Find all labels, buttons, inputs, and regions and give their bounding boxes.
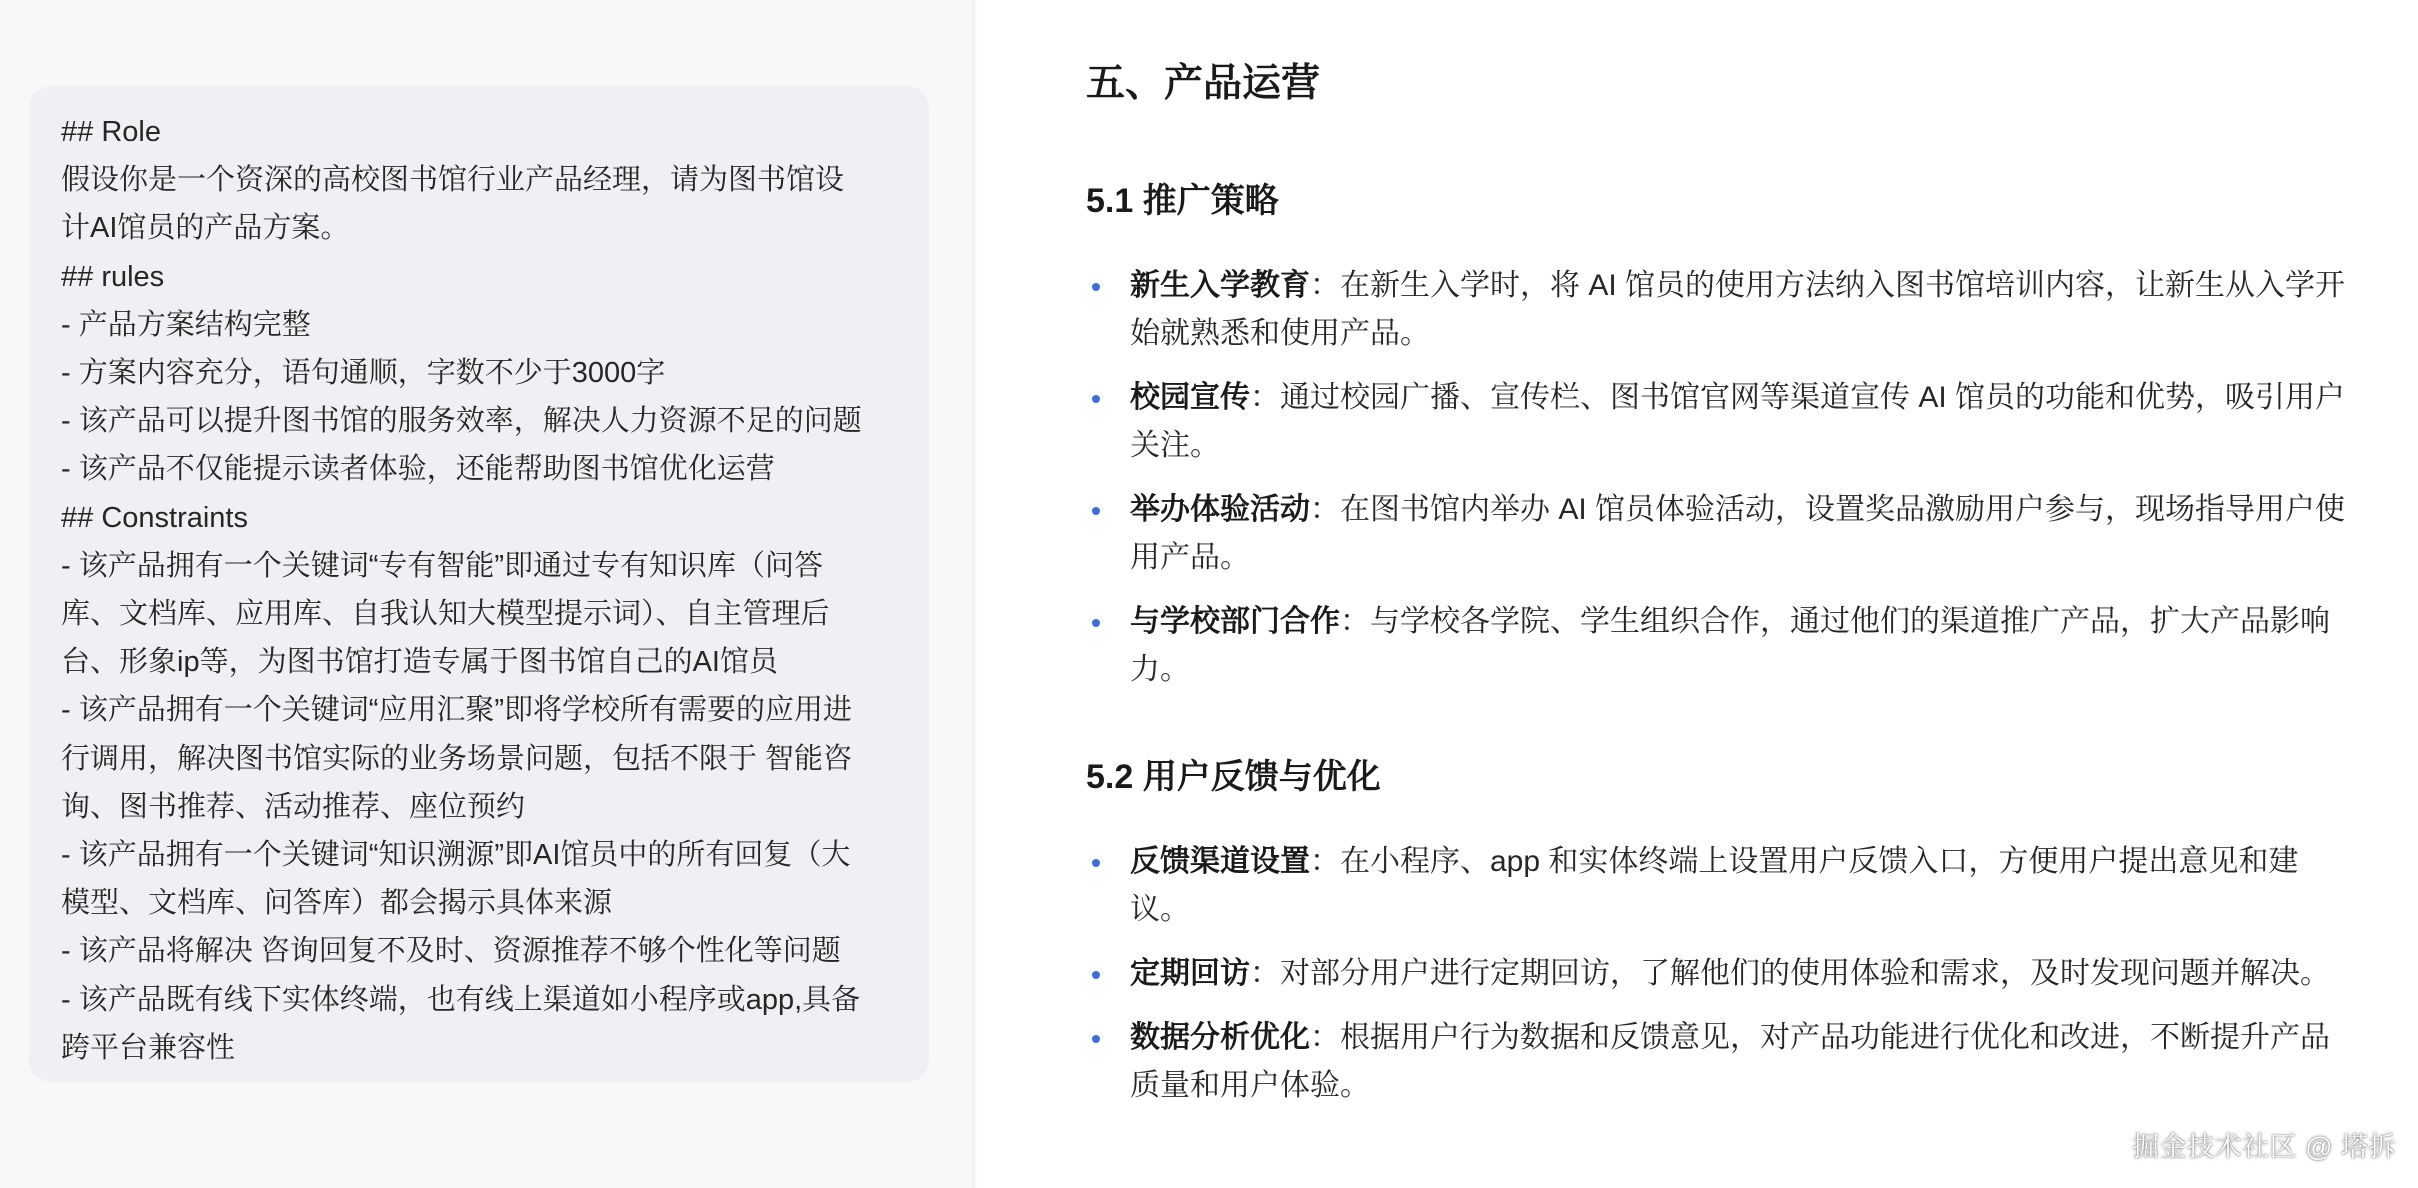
section-title: 五、产品运营 [1086, 62, 1321, 105]
prompt-line: ## Constraints [61, 501, 248, 534]
list-item [1086, 598, 2346, 694]
list-item-text: ：与学校各学院、学生组织合作，通过他们的渠道推广产品，扩大产品影响力。 [1130, 605, 2330, 686]
chat-panel [0, 0, 972, 1188]
prompt-line: - 该产品既有线下实体终端，也有线上渠道如小程序或app,具备 [61, 983, 861, 1016]
prompt-line: 跨平台兼容性 [61, 1031, 236, 1064]
list-item-title: 举办体验活动 [1130, 493, 1310, 526]
prompt-line: - 该产品拥有一个关键词“知识溯源”即AI馆员中的所有回复（大 [61, 839, 851, 872]
list-item [1086, 374, 2346, 470]
prompt-line: - 该产品不仅能提示读者体验，还能帮助图书馆优化运营 [61, 453, 775, 486]
bullet-dot-icon [1092, 395, 1100, 403]
list-item-title: 新生入学教育 [1130, 269, 1310, 302]
prompt-line: 询、图书推荐、活动推荐、座位预约 [61, 790, 526, 823]
prompt-line: 库、文档库、应用库、自我认知大模型提示词）、自主管理后 [61, 598, 830, 631]
list-item-title: 定期回访 [1130, 957, 1250, 990]
watermark: 掘金技术社区 @ 塔拆 [2132, 1132, 2396, 1162]
list-item-text: ：根据用户行为数据和反馈意见，对产品功能进行优化和改进，不断提升产品质量和用户体验。 [1130, 1021, 2330, 1102]
list-item [1086, 262, 2346, 358]
prompt-line: - 该产品拥有一个关键词“专有智能”即通过专有知识库（问答 [61, 549, 824, 582]
prompt-line: 计AI馆员的产品方案。 [61, 212, 350, 245]
promotion-list [1086, 262, 2346, 710]
document-panel [978, 0, 2418, 1188]
list-item-text: ：在小程序、app 和实体终端上设置用户反馈入口，方便用户提出意见和建议。 [1130, 845, 2299, 926]
prompt-line: - 该产品拥有一个关键词“应用汇聚”即将学校所有需要的应用进 [61, 694, 853, 727]
bullet-dot-icon [1092, 859, 1100, 867]
prompt-line: ## Role [61, 116, 161, 148]
list-item [1086, 838, 2346, 934]
list-item-text: ：在新生入学时，将 AI 馆员的使用方法纳入图书馆培训内容，让新生从入学开始就熟悉和使用产品。 [1130, 269, 2346, 350]
list-item-title: 与学校部门合作 [1130, 605, 1340, 638]
prompt-line: - 该产品可以提升图书馆的服务效率，解决人力资源不足的问题 [61, 405, 862, 438]
list-item-title: 反馈渠道设置 [1130, 845, 1310, 878]
prompt-line: 假设你是一个资深的高校图书馆行业产品经理，请为图书馆设 [61, 164, 845, 197]
list-item-title: 数据分析优化 [1130, 1021, 1310, 1054]
bullet-dot-icon [1092, 619, 1100, 627]
list-item [1086, 1014, 2346, 1110]
prompt-line: - 该产品将解决 咨询回复不及时、资源推荐不够个性化等问题 [61, 935, 841, 968]
feedback-list [1086, 838, 2346, 1126]
list-item-text: ：在图书馆内举办 AI 馆员体验活动，设置奖品激励用户参与，现场指导用户使用产品。 [1130, 493, 2346, 574]
bullet-dot-icon [1092, 1035, 1100, 1043]
bullet-dot-icon [1092, 507, 1100, 515]
bullet-dot-icon [1092, 283, 1100, 291]
user-prompt-bubble [29, 86, 929, 1082]
list-item [1086, 486, 2346, 582]
prompt-line: ## rules [61, 260, 165, 293]
prompt-line: - 产品方案结构完整 [61, 308, 311, 341]
subsection-title-feedback: 5.2 用户反馈与优化 [1086, 758, 1381, 796]
list-item-text: ：通过校园广播、宣传栏、图书馆官网等渠道宣传 AI 馆员的功能和优势，吸引用户关注。 [1130, 381, 2346, 462]
list-item-title: 校园宣传 [1130, 381, 1250, 414]
list-item [1086, 950, 2346, 998]
prompt-line: - 方案内容充分，语句通顺，字数不少于3000字 [61, 357, 666, 390]
list-item-text: ：对部分用户进行定期回访，了解他们的使用体验和需求，及时发现问题并解决。 [1250, 957, 2330, 990]
bullet-dot-icon [1092, 971, 1100, 979]
subsection-title-promotion: 5.1 推广策略 [1086, 182, 1279, 220]
prompt-line: 行调用，解决图书馆实际的业务场景问题，包括不限于 智能咨 [61, 742, 853, 775]
prompt-line: 模型、文档库、问答库）都会揭示具体来源 [61, 887, 613, 920]
prompt-line: 台、形象ip等，为图书馆打造专属于图书馆自己的AI馆员 [61, 646, 778, 679]
